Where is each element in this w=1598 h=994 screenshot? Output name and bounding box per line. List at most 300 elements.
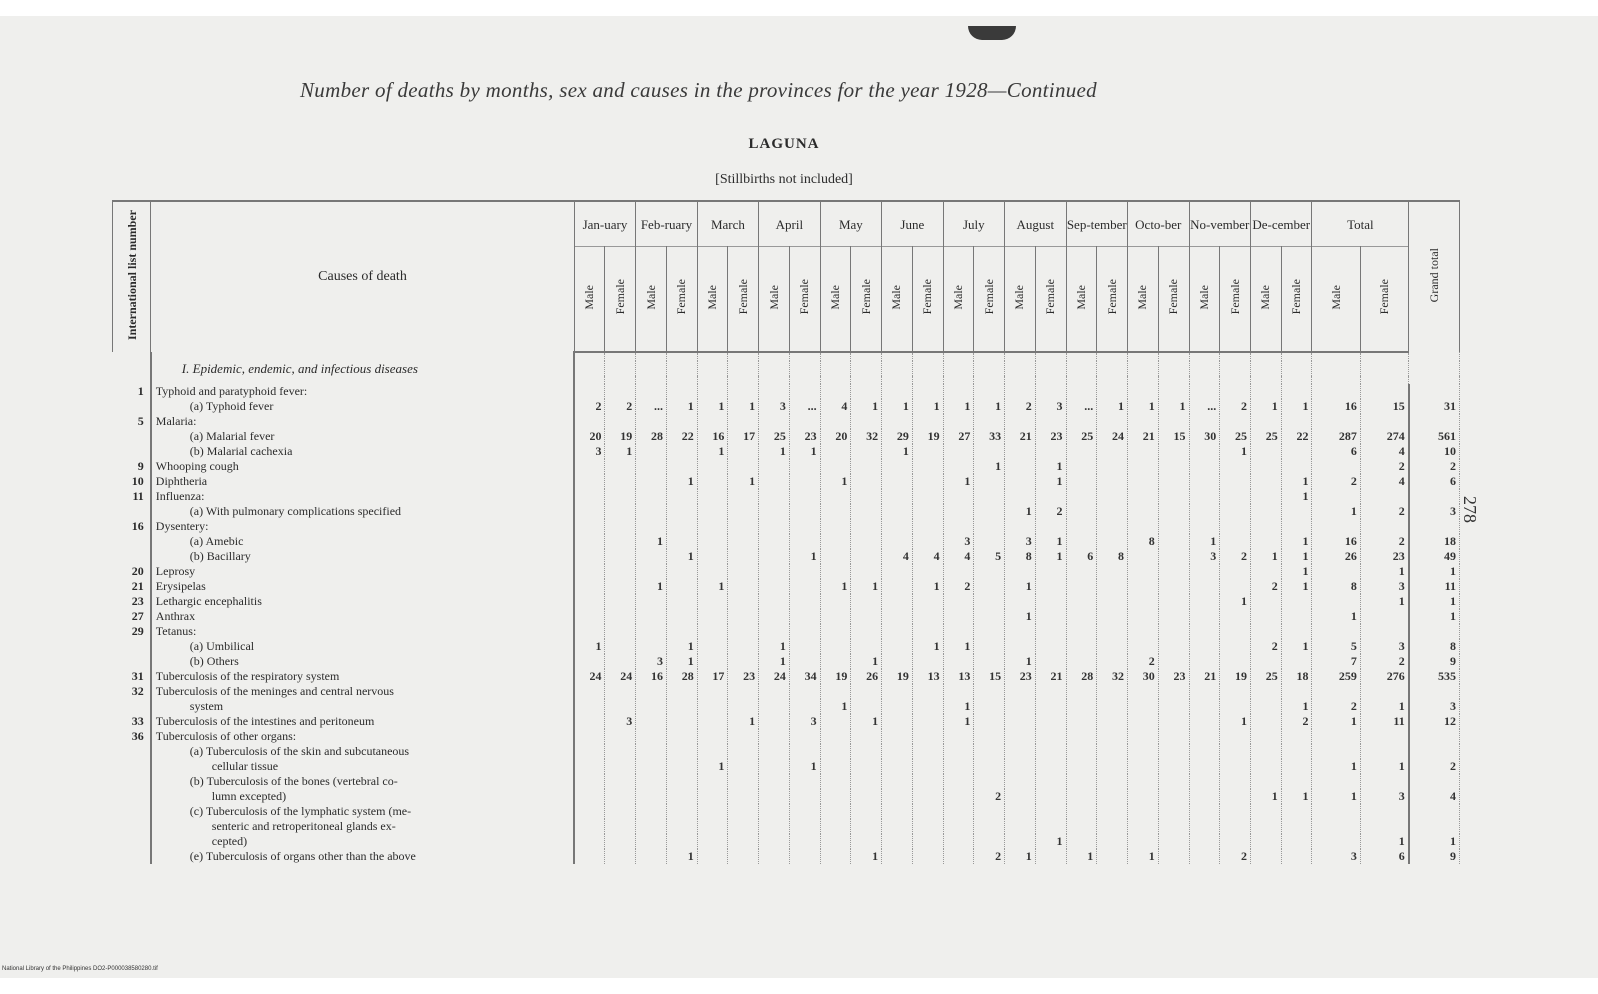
count-cell bbox=[974, 534, 1005, 549]
count-cell bbox=[574, 384, 605, 399]
count-cell bbox=[1189, 684, 1220, 699]
count-cell bbox=[974, 819, 1005, 834]
count-cell bbox=[820, 519, 851, 534]
count-cell: 1 bbox=[1281, 549, 1312, 564]
table-row bbox=[113, 579, 1460, 594]
count-cell bbox=[851, 519, 882, 534]
count-cell bbox=[974, 384, 1005, 399]
count-cell bbox=[697, 819, 728, 834]
count-cell bbox=[974, 774, 1005, 789]
count-cell: 8 bbox=[1005, 549, 1036, 564]
count-cell: 1 bbox=[820, 474, 851, 489]
count-cell bbox=[759, 579, 790, 594]
count-cell bbox=[1158, 414, 1189, 429]
count-cell bbox=[1250, 444, 1281, 459]
count-cell bbox=[1220, 564, 1251, 579]
count-cell: 18 bbox=[1281, 669, 1312, 684]
count-cell: 1 bbox=[851, 654, 882, 669]
count-cell: 1 bbox=[1189, 534, 1220, 549]
count-cell bbox=[789, 594, 820, 609]
count-cell bbox=[851, 804, 882, 819]
count-cell bbox=[759, 489, 790, 504]
count-cell bbox=[943, 789, 974, 804]
table-row bbox=[113, 384, 1460, 399]
count-cell bbox=[943, 759, 974, 774]
count-cell bbox=[605, 504, 636, 519]
cause-label: (b) Others bbox=[151, 654, 574, 669]
cause-label: (c) Tuberculosis of the lymphatic system (me- bbox=[151, 804, 574, 819]
count-cell bbox=[1158, 684, 1189, 699]
count-cell bbox=[1250, 414, 1281, 429]
count-cell bbox=[666, 414, 697, 429]
count-cell bbox=[697, 534, 728, 549]
list-number bbox=[113, 774, 151, 789]
count-cell bbox=[1097, 804, 1128, 819]
count-cell bbox=[1035, 579, 1066, 594]
count-cell bbox=[1128, 729, 1159, 744]
count-cell bbox=[697, 549, 728, 564]
list-number bbox=[113, 534, 151, 549]
count-cell bbox=[605, 804, 636, 819]
count-cell bbox=[1312, 519, 1360, 534]
count-cell: 1 bbox=[1128, 849, 1159, 864]
count-cell bbox=[1128, 744, 1159, 759]
grand-total-cell: 12 bbox=[1409, 714, 1460, 729]
count-cell bbox=[789, 564, 820, 579]
count-cell: 6 bbox=[1312, 444, 1360, 459]
count-cell: 30 bbox=[1189, 429, 1220, 444]
count-cell bbox=[1158, 714, 1189, 729]
count-cell bbox=[759, 774, 790, 789]
count-cell bbox=[1097, 774, 1128, 789]
count-cell bbox=[882, 489, 913, 504]
count-cell bbox=[1128, 444, 1159, 459]
count-cell bbox=[1066, 744, 1097, 759]
count-cell: 1 bbox=[636, 534, 667, 549]
count-cell bbox=[605, 474, 636, 489]
count-cell: 16 bbox=[1312, 534, 1360, 549]
count-cell bbox=[1035, 744, 1066, 759]
grand-total-cell bbox=[1409, 519, 1460, 534]
count-cell bbox=[820, 804, 851, 819]
grand-total-cell: 561 bbox=[1409, 429, 1460, 444]
count-cell bbox=[636, 594, 667, 609]
count-cell bbox=[912, 459, 943, 474]
male-header: Male bbox=[697, 247, 728, 353]
count-cell bbox=[1158, 804, 1189, 819]
count-cell bbox=[789, 474, 820, 489]
count-cell bbox=[636, 564, 667, 579]
count-cell bbox=[1189, 774, 1220, 789]
count-cell bbox=[1066, 729, 1097, 744]
count-cell: 1 bbox=[728, 714, 759, 729]
count-cell bbox=[759, 744, 790, 759]
count-cell: 1 bbox=[943, 714, 974, 729]
count-cell bbox=[1220, 579, 1251, 594]
count-cell bbox=[1066, 519, 1097, 534]
count-cell bbox=[1281, 744, 1312, 759]
count-cell bbox=[1220, 759, 1251, 774]
count-cell bbox=[759, 609, 790, 624]
count-cell bbox=[1035, 699, 1066, 714]
count-cell bbox=[1158, 534, 1189, 549]
count-cell bbox=[1066, 534, 1097, 549]
count-cell: 1 bbox=[1281, 699, 1312, 714]
count-cell: 2 bbox=[1250, 579, 1281, 594]
count-cell bbox=[1158, 474, 1189, 489]
count-cell bbox=[1005, 594, 1036, 609]
province-heading: LAGUNA bbox=[748, 136, 820, 152]
count-cell bbox=[1220, 504, 1251, 519]
count-cell bbox=[1097, 564, 1128, 579]
count-cell bbox=[912, 834, 943, 849]
count-cell: 21 bbox=[1128, 429, 1159, 444]
count-cell bbox=[1250, 534, 1281, 549]
list-number: 21 bbox=[113, 579, 151, 594]
count-cell bbox=[820, 444, 851, 459]
count-cell: 1 bbox=[1035, 549, 1066, 564]
count-cell bbox=[728, 384, 759, 399]
count-cell bbox=[882, 459, 913, 474]
count-cell: 1 bbox=[912, 579, 943, 594]
count-cell bbox=[1035, 714, 1066, 729]
count-cell bbox=[851, 684, 882, 699]
month-header: June bbox=[882, 201, 943, 247]
count-cell: ... bbox=[1189, 399, 1220, 414]
table-row bbox=[113, 669, 1460, 684]
count-cell bbox=[636, 609, 667, 624]
grand-total-cell bbox=[1409, 489, 1460, 504]
count-cell bbox=[1128, 624, 1159, 639]
count-cell bbox=[728, 834, 759, 849]
count-cell: 1 bbox=[912, 399, 943, 414]
count-cell bbox=[636, 684, 667, 699]
count-cell bbox=[697, 654, 728, 669]
count-cell: 23 bbox=[1158, 669, 1189, 684]
count-cell: 1 bbox=[1281, 579, 1312, 594]
table-row bbox=[113, 699, 1460, 714]
count-cell bbox=[1281, 444, 1312, 459]
count-cell: 25 bbox=[1250, 669, 1281, 684]
count-cell bbox=[728, 579, 759, 594]
table-row bbox=[113, 849, 1460, 864]
count-cell bbox=[1128, 834, 1159, 849]
count-cell bbox=[1066, 789, 1097, 804]
count-cell bbox=[697, 609, 728, 624]
count-cell bbox=[1189, 759, 1220, 774]
grand-total-cell: 49 bbox=[1409, 549, 1460, 564]
count-cell bbox=[1189, 474, 1220, 489]
count-cell bbox=[974, 699, 1005, 714]
count-cell bbox=[1005, 789, 1036, 804]
count-cell: 19 bbox=[605, 429, 636, 444]
count-cell: 1 bbox=[1281, 474, 1312, 489]
count-cell: 1 bbox=[943, 399, 974, 414]
count-cell bbox=[636, 714, 667, 729]
count-cell bbox=[1360, 819, 1408, 834]
male-header: Male bbox=[759, 247, 790, 353]
count-cell: 19 bbox=[912, 429, 943, 444]
count-cell bbox=[820, 384, 851, 399]
count-cell bbox=[1189, 654, 1220, 669]
list-number bbox=[113, 759, 151, 774]
count-cell bbox=[1250, 774, 1281, 789]
count-cell bbox=[666, 624, 697, 639]
count-cell bbox=[1189, 624, 1220, 639]
count-cell: ... bbox=[1066, 399, 1097, 414]
count-cell bbox=[820, 729, 851, 744]
count-cell bbox=[851, 774, 882, 789]
list-number: 27 bbox=[113, 609, 151, 624]
count-cell bbox=[1158, 564, 1189, 579]
count-cell bbox=[1189, 594, 1220, 609]
count-cell bbox=[1220, 639, 1251, 654]
count-cell bbox=[728, 489, 759, 504]
count-cell bbox=[1035, 654, 1066, 669]
cause-label: Influenza: bbox=[151, 489, 574, 504]
count-cell bbox=[697, 414, 728, 429]
count-cell bbox=[820, 654, 851, 669]
count-cell: 21 bbox=[1035, 669, 1066, 684]
count-cell bbox=[1312, 744, 1360, 759]
count-cell bbox=[1250, 474, 1281, 489]
count-cell bbox=[1220, 654, 1251, 669]
count-cell bbox=[1312, 594, 1360, 609]
count-cell bbox=[1005, 699, 1036, 714]
count-cell: 4 bbox=[1360, 474, 1408, 489]
count-cell bbox=[697, 834, 728, 849]
count-cell bbox=[759, 849, 790, 864]
count-cell bbox=[728, 789, 759, 804]
count-cell bbox=[912, 609, 943, 624]
table-row bbox=[113, 744, 1460, 759]
count-cell bbox=[1097, 729, 1128, 744]
cause-label: Typhoid and paratyphoid fever: bbox=[151, 384, 574, 399]
count-cell: 2 bbox=[1360, 534, 1408, 549]
count-cell bbox=[1189, 639, 1220, 654]
count-cell bbox=[1220, 729, 1251, 744]
count-cell bbox=[1097, 459, 1128, 474]
count-cell bbox=[1035, 594, 1066, 609]
count-cell: 2 bbox=[1220, 849, 1251, 864]
count-cell bbox=[1066, 489, 1097, 504]
count-cell bbox=[1158, 759, 1189, 774]
count-cell bbox=[1128, 819, 1159, 834]
count-cell bbox=[882, 714, 913, 729]
cause-label: Erysipelas bbox=[151, 579, 574, 594]
count-cell bbox=[1312, 564, 1360, 579]
count-cell: 15 bbox=[1360, 399, 1408, 414]
count-cell bbox=[574, 519, 605, 534]
count-cell bbox=[851, 474, 882, 489]
count-cell bbox=[1035, 774, 1066, 789]
count-cell bbox=[1097, 744, 1128, 759]
count-cell bbox=[574, 549, 605, 564]
count-cell bbox=[974, 489, 1005, 504]
count-cell bbox=[1189, 729, 1220, 744]
count-cell: 1 bbox=[759, 444, 790, 459]
count-cell: ... bbox=[789, 399, 820, 414]
count-cell: 1 bbox=[666, 399, 697, 414]
table-row bbox=[113, 714, 1460, 729]
count-cell: 1 bbox=[789, 444, 820, 459]
count-cell bbox=[974, 804, 1005, 819]
count-cell bbox=[636, 729, 667, 744]
count-cell: 1 bbox=[1035, 474, 1066, 489]
list-number bbox=[113, 804, 151, 819]
count-cell: 1 bbox=[1360, 759, 1408, 774]
count-cell bbox=[1281, 759, 1312, 774]
count-cell bbox=[882, 759, 913, 774]
count-cell: 22 bbox=[666, 429, 697, 444]
count-cell bbox=[1005, 639, 1036, 654]
count-cell: 274 bbox=[1360, 429, 1408, 444]
count-cell bbox=[1281, 819, 1312, 834]
count-cell: 1 bbox=[882, 444, 913, 459]
count-cell: 1 bbox=[1035, 834, 1066, 849]
count-cell bbox=[1281, 624, 1312, 639]
count-cell bbox=[1158, 729, 1189, 744]
count-cell bbox=[697, 474, 728, 489]
count-cell bbox=[912, 624, 943, 639]
count-cell bbox=[605, 489, 636, 504]
count-cell bbox=[943, 609, 974, 624]
list-number bbox=[113, 549, 151, 564]
count-cell: 23 bbox=[789, 429, 820, 444]
count-cell bbox=[1035, 489, 1066, 504]
count-cell bbox=[1220, 774, 1251, 789]
count-cell: 2 bbox=[1035, 504, 1066, 519]
female-header: Female bbox=[728, 247, 759, 353]
count-cell: 1 bbox=[666, 639, 697, 654]
count-cell bbox=[605, 534, 636, 549]
count-cell bbox=[759, 729, 790, 744]
count-cell bbox=[789, 504, 820, 519]
table-row bbox=[113, 609, 1460, 624]
count-cell bbox=[1128, 609, 1159, 624]
count-cell: 2 bbox=[1360, 459, 1408, 474]
count-cell bbox=[1158, 819, 1189, 834]
count-cell bbox=[1220, 414, 1251, 429]
count-cell bbox=[1158, 624, 1189, 639]
month-header: March bbox=[697, 201, 758, 247]
count-cell bbox=[1360, 774, 1408, 789]
count-cell: 25 bbox=[759, 429, 790, 444]
grand-total-cell bbox=[1409, 729, 1460, 744]
count-cell bbox=[697, 489, 728, 504]
table-row bbox=[113, 654, 1460, 669]
cause-label: (a) Umbilical bbox=[151, 639, 574, 654]
grand-total-cell bbox=[1409, 804, 1460, 819]
count-cell bbox=[1066, 639, 1097, 654]
count-cell bbox=[1220, 804, 1251, 819]
count-cell bbox=[636, 384, 667, 399]
count-cell bbox=[820, 459, 851, 474]
count-cell bbox=[789, 789, 820, 804]
cause-label: (a) Malarial fever bbox=[151, 429, 574, 444]
count-cell bbox=[820, 609, 851, 624]
count-cell: 23 bbox=[728, 669, 759, 684]
page-title: Number of deaths by months, sex and causes in the provinces for the year 1928—Continued bbox=[300, 78, 1097, 102]
count-cell bbox=[605, 819, 636, 834]
count-cell bbox=[1220, 789, 1251, 804]
count-cell bbox=[1250, 384, 1281, 399]
count-cell: 2 bbox=[943, 579, 974, 594]
count-cell: 24 bbox=[759, 669, 790, 684]
count-cell bbox=[666, 444, 697, 459]
count-cell bbox=[820, 684, 851, 699]
cause-label: Tuberculosis of other organs: bbox=[151, 729, 574, 744]
table-row bbox=[113, 399, 1460, 414]
count-cell bbox=[1158, 774, 1189, 789]
count-cell bbox=[789, 489, 820, 504]
count-cell bbox=[820, 639, 851, 654]
count-cell: 1 bbox=[943, 639, 974, 654]
count-cell bbox=[974, 639, 1005, 654]
count-cell bbox=[1097, 444, 1128, 459]
count-cell: 3 bbox=[1360, 789, 1408, 804]
count-cell bbox=[974, 684, 1005, 699]
table-header bbox=[113, 201, 1460, 352]
grand-total-cell: 1 bbox=[1409, 564, 1460, 579]
count-cell bbox=[851, 444, 882, 459]
count-cell bbox=[1189, 459, 1220, 474]
count-cell bbox=[1005, 804, 1036, 819]
count-cell bbox=[574, 789, 605, 804]
count-cell bbox=[943, 849, 974, 864]
count-cell: 7 bbox=[1312, 654, 1360, 669]
count-cell bbox=[574, 474, 605, 489]
count-cell bbox=[666, 804, 697, 819]
count-cell bbox=[1281, 414, 1312, 429]
count-cell bbox=[605, 729, 636, 744]
table-row bbox=[113, 819, 1460, 834]
female-header: Female bbox=[974, 247, 1005, 353]
count-cell bbox=[1250, 699, 1281, 714]
count-cell bbox=[1250, 714, 1281, 729]
list-number: 16 bbox=[113, 519, 151, 534]
count-cell bbox=[1189, 414, 1220, 429]
count-cell bbox=[789, 654, 820, 669]
count-cell bbox=[820, 414, 851, 429]
count-cell bbox=[574, 609, 605, 624]
count-cell bbox=[728, 774, 759, 789]
list-number: 31 bbox=[113, 669, 151, 684]
count-cell: 1 bbox=[697, 444, 728, 459]
count-cell bbox=[851, 819, 882, 834]
count-cell: 1 bbox=[820, 699, 851, 714]
count-cell bbox=[882, 819, 913, 834]
count-cell: 4 bbox=[912, 549, 943, 564]
count-cell bbox=[789, 534, 820, 549]
count-cell bbox=[759, 564, 790, 579]
count-cell: 1 bbox=[1360, 564, 1408, 579]
count-cell bbox=[974, 594, 1005, 609]
count-cell bbox=[1005, 459, 1036, 474]
count-cell bbox=[789, 699, 820, 714]
count-cell bbox=[728, 759, 759, 774]
count-cell bbox=[882, 849, 913, 864]
grand-total-cell bbox=[1409, 684, 1460, 699]
count-cell bbox=[1066, 804, 1097, 819]
count-cell bbox=[1250, 729, 1281, 744]
count-cell bbox=[1066, 414, 1097, 429]
count-cell bbox=[1158, 609, 1189, 624]
count-cell bbox=[1158, 519, 1189, 534]
grand-total-cell: 3 bbox=[1409, 504, 1460, 519]
count-cell bbox=[1189, 819, 1220, 834]
count-cell bbox=[666, 789, 697, 804]
